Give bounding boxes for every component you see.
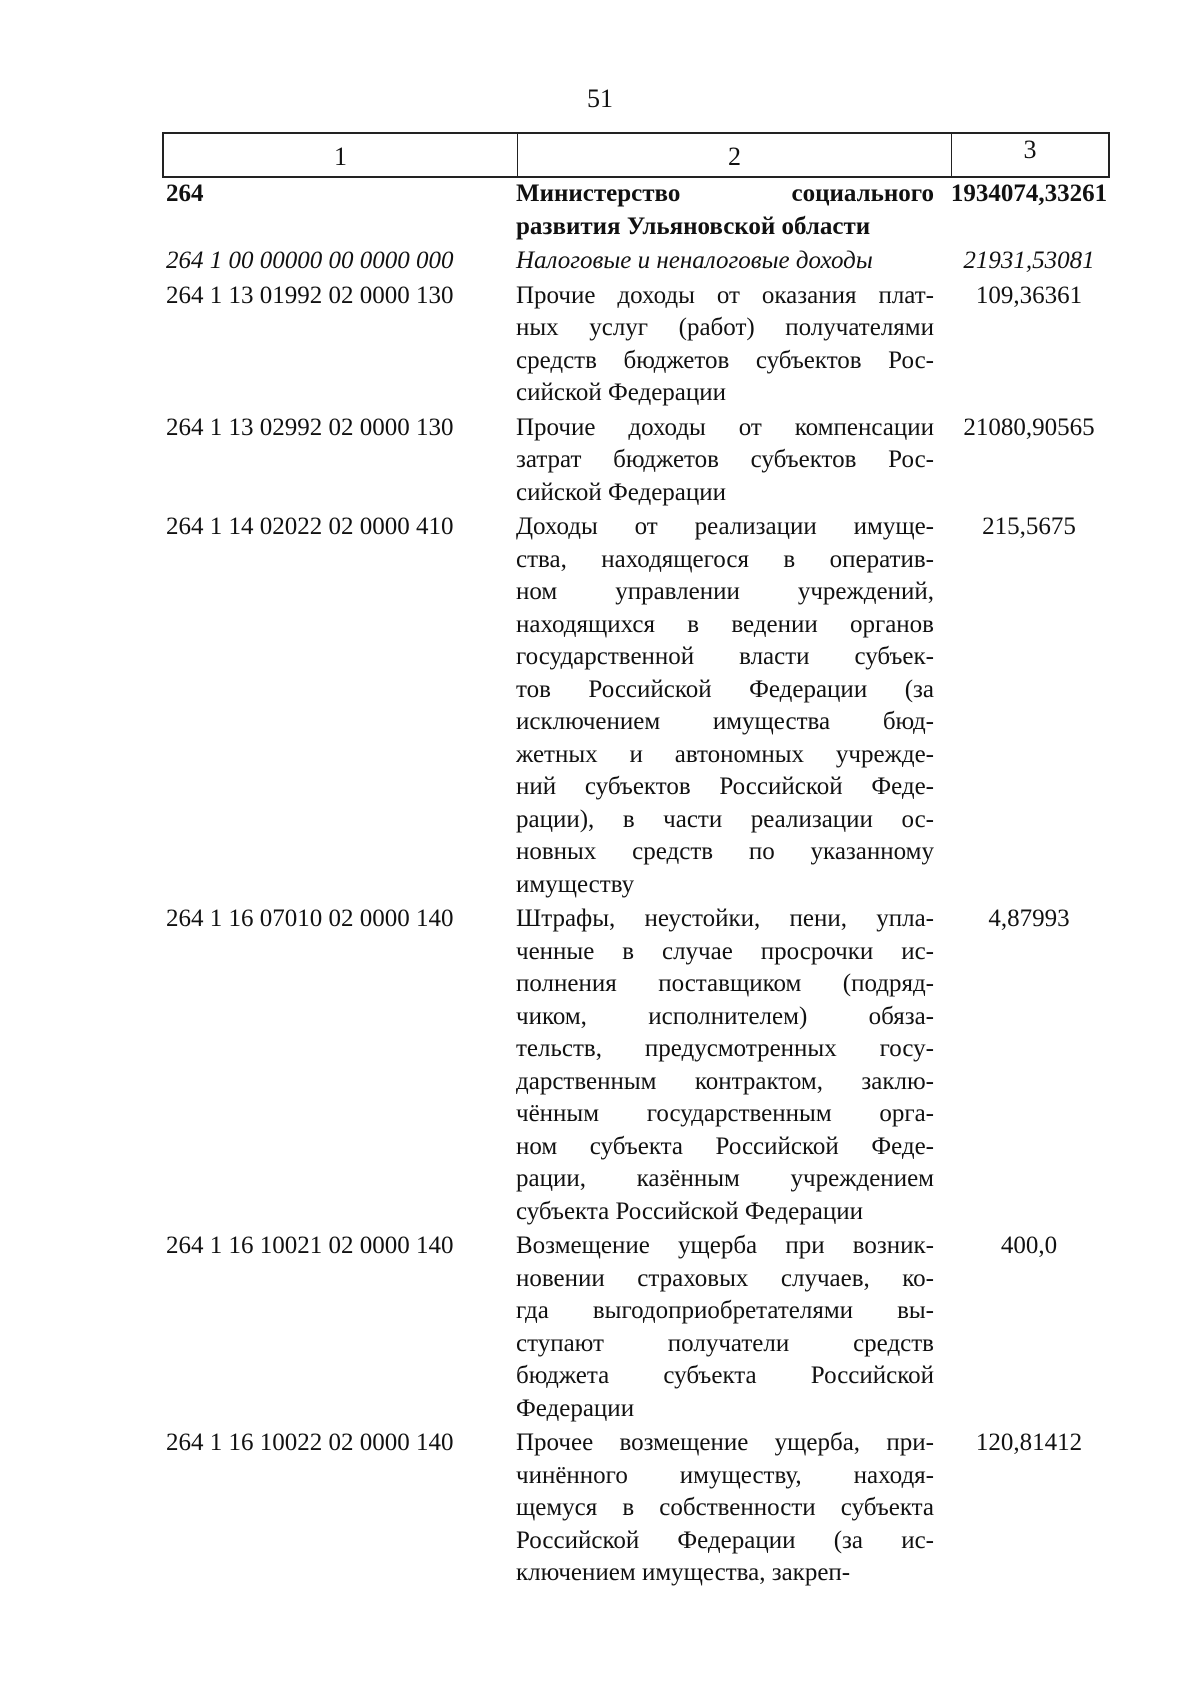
row-code: 264 1 16 10021 02 0000 140 <box>166 1232 454 1259</box>
row-name-line: Министерство социального <box>516 180 934 207</box>
row-code: 264 1 14 02022 02 0000 410 <box>166 513 454 540</box>
row-name-line: рации, казённым учреждением <box>516 1165 934 1192</box>
header-col-3: 3 <box>952 132 1110 178</box>
row-sum: 120,81412 <box>975 1429 1083 1456</box>
row-name-line: дарственным контрактом, заклю- <box>516 1067 934 1095</box>
row-sum: 215,5675 <box>982 513 1076 540</box>
row-name-line: ных услуг (работ) получателями <box>516 314 934 341</box>
row-sum: 400,0 <box>1000 1232 1058 1259</box>
row-name-line: ступают получатели средств <box>516 1329 934 1357</box>
row-name-line: затрат бюджетов субъектов Рос- <box>516 446 934 473</box>
row-name-line: чиком, исполнителем) обяза- <box>516 1002 934 1030</box>
table-header <box>162 132 1110 178</box>
row-sum: 21931,53081 <box>963 247 1095 274</box>
row-code: 264 1 13 01992 02 0000 130 <box>166 281 454 309</box>
table-row <box>166 901 1126 1228</box>
table-body <box>166 176 1126 1590</box>
row-name-line: ченные в случае просрочки ис- <box>516 937 934 965</box>
table-row <box>166 410 1126 510</box>
row-name <box>516 278 934 410</box>
table-row <box>166 278 1126 410</box>
row-name <box>516 901 934 1228</box>
row-name-line: полнения поставщиком (подряд- <box>516 970 934 997</box>
table-row <box>166 176 1126 243</box>
row-name-line: щемуся в собственности субъекта <box>516 1494 934 1521</box>
row-name-line: бюджета субъекта Российской <box>516 1362 934 1389</box>
row-name <box>516 410 934 510</box>
row-name-line: развития Ульяновской области <box>516 212 871 240</box>
row-name <box>516 1425 934 1590</box>
row-name-line: сийской Федерации <box>516 478 727 506</box>
row-code: 264 1 13 02992 02 0000 130 <box>166 413 454 441</box>
row-name <box>516 509 934 901</box>
row-sum: 4,87993 <box>988 905 1070 932</box>
table-row <box>166 1425 1126 1590</box>
row-name-line: чинённого имуществу, находя- <box>516 1461 934 1489</box>
row-sum: 21080,90565 <box>963 413 1095 441</box>
row-name-line: исключением имущества бюд- <box>516 708 934 735</box>
row-name-line: имуществу <box>516 870 635 898</box>
row-name-line: Российской Федерации (за ис- <box>516 1526 934 1554</box>
row-name-line: Федерации <box>516 1394 635 1422</box>
row-name-line: жетных и автономных учрежде- <box>516 740 934 768</box>
row-name-line: Доходы от реализации имуще- <box>516 513 934 540</box>
row-name-line: тов Российской Федерации (за <box>516 675 934 703</box>
row-code: 264 <box>166 180 204 207</box>
row-sum: 109,36361 <box>975 281 1083 309</box>
row-name-line: чённым государственным орга- <box>516 1100 934 1127</box>
header-col-1: 1 <box>162 132 518 178</box>
row-name-line: Возмещение ущерба при возник- <box>516 1232 934 1259</box>
row-name <box>516 243 934 278</box>
row-name-line: гда выгодоприобретателями вы- <box>516 1297 934 1324</box>
row-name-line: Налоговые и неналоговые доходы <box>516 247 873 274</box>
row-name-line: рации), в части реализации ос- <box>516 805 934 833</box>
row-name-line: субъекта Российской Федерации <box>516 1197 863 1225</box>
page-number: 51 <box>587 84 613 113</box>
row-code: 264 1 00 00000 00 0000 000 <box>166 247 454 274</box>
row-name-line: ном субъекта Российской Феде- <box>516 1132 934 1160</box>
row-name-line: ний субъектов Российской Феде- <box>516 773 934 800</box>
row-name-line: тельств, предусмотренных госу- <box>516 1035 934 1062</box>
row-name <box>516 176 934 243</box>
row-name-line: Прочие доходы от оказания плат- <box>516 281 934 309</box>
row-name <box>516 1228 934 1425</box>
table-row <box>166 509 1126 901</box>
row-name-line: Штрафы, неустойки, пени, упла- <box>516 905 934 932</box>
table-row <box>166 1228 1126 1425</box>
table-row <box>166 243 1126 278</box>
row-name-line: государственной власти субъек- <box>516 643 934 670</box>
row-name-line: ключением имущества, закреп- <box>516 1559 851 1586</box>
row-code: 264 1 16 07010 02 0000 140 <box>166 905 454 932</box>
row-name-line: новении страховых случаев, ко- <box>516 1264 934 1292</box>
row-name-line: средств бюджетов субъектов Рос- <box>516 346 934 374</box>
row-name-line: Прочее возмещение ущерба, при- <box>516 1429 934 1456</box>
row-name-line: сийской Федерации <box>516 379 727 406</box>
row-name-line: новных средств по указанному <box>516 838 934 865</box>
row-name-line: Прочие доходы от компенсации <box>516 413 934 441</box>
row-sum: 1934074,33261 <box>950 180 1108 207</box>
row-code: 264 1 16 10022 02 0000 140 <box>166 1429 454 1456</box>
row-name-line: ства, находящегося в оператив- <box>516 545 934 573</box>
row-name-line: находящихся в ведении органов <box>516 610 934 638</box>
row-name-line: ном управлении учреждений, <box>516 578 934 605</box>
header-col-2: 2 <box>518 132 952 178</box>
